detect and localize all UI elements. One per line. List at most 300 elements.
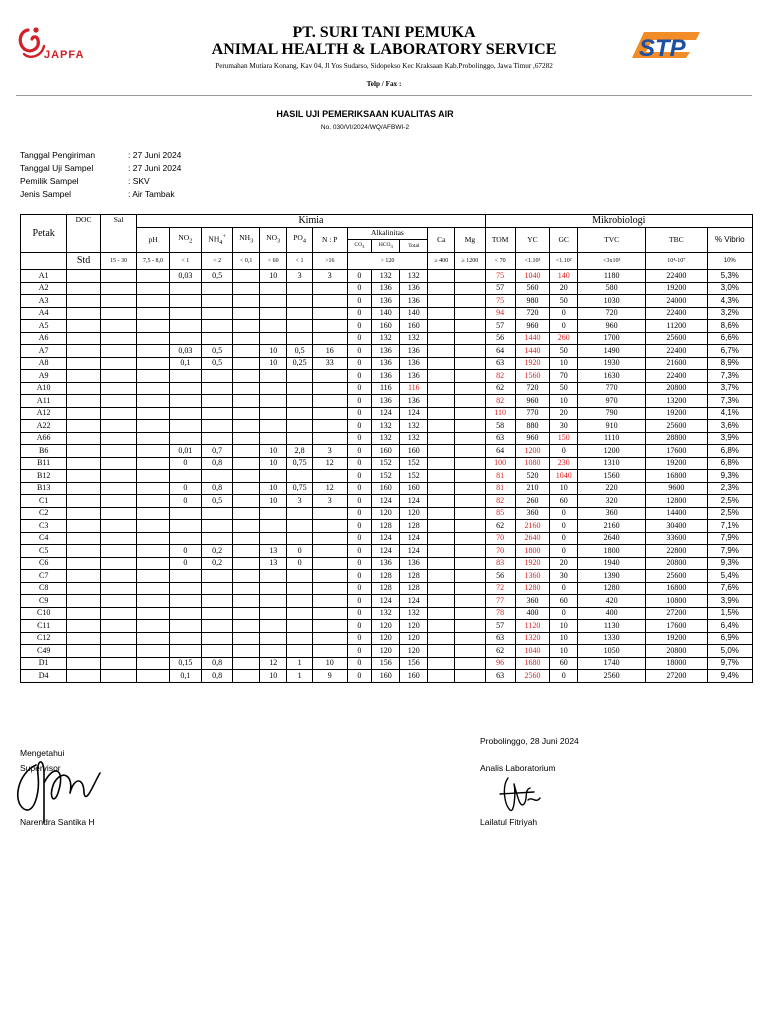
cell-petak: A1 [21, 270, 67, 283]
cell-no2: 0 [169, 495, 201, 508]
cell-hco3: 140 [372, 307, 400, 320]
cell-petak: D1 [21, 657, 67, 670]
cell-gc: 0 [550, 507, 578, 520]
cell-ph [137, 595, 169, 608]
cell-no2 [169, 332, 201, 345]
cell-po4 [287, 282, 313, 295]
cell-tom: 75 [485, 270, 515, 283]
cell-no2 [169, 570, 201, 583]
cell-nh4: 0,8 [202, 657, 233, 670]
cell-tom: 83 [485, 557, 515, 570]
signature-analyst [480, 736, 700, 826]
header-divider [16, 95, 752, 96]
cell-ph [137, 632, 169, 645]
cell-hco3: 136 [372, 357, 400, 370]
cell-total: 136 [400, 395, 428, 408]
cell-ph [137, 570, 169, 583]
cell-tbc: 19200 [646, 632, 707, 645]
cell-sal [100, 620, 137, 633]
cell-petak: C5 [21, 545, 67, 558]
cell-sal [100, 270, 137, 283]
cell-no3 [260, 370, 287, 383]
cell-tvc: 2160 [578, 520, 646, 533]
cell-doc [67, 307, 100, 320]
cell-total: 128 [400, 570, 428, 583]
cell-tom: 81 [485, 482, 515, 495]
cell-tbc: 24000 [646, 295, 707, 308]
cell-gc: 260 [550, 332, 578, 345]
cell-total: 120 [400, 645, 428, 658]
cell-total: 120 [400, 507, 428, 520]
cell-po4: 0,75 [287, 482, 313, 495]
cell-tbc: 16800 [646, 470, 707, 483]
cell-po4 [287, 520, 313, 533]
info-row [20, 188, 181, 201]
std-empty [21, 253, 67, 270]
cell-doc [67, 607, 100, 620]
cell-np [313, 557, 347, 570]
cell-nh4: 0,2 [202, 545, 233, 558]
cell-yc: 980 [515, 295, 549, 308]
cell-nh4 [202, 532, 233, 545]
cell-po4 [287, 432, 313, 445]
cell-sal [100, 582, 137, 595]
cell-doc [67, 357, 100, 370]
cell-total: 136 [400, 345, 428, 358]
table-row [21, 557, 753, 570]
cell-ph [137, 520, 169, 533]
std-ph: 7,5 - 8,0 [137, 253, 169, 270]
cell-no3: 10 [260, 345, 287, 358]
info-row [20, 149, 181, 162]
document-title: HASIL UJI PEMERIKSAAN KUALITAS AIR [276, 109, 454, 119]
cell-nh4 [202, 282, 233, 295]
cell-total: 124 [400, 532, 428, 545]
cell-ph [137, 332, 169, 345]
cell-nh4 [202, 370, 233, 383]
info-label: Pemilik Sampel [20, 176, 79, 186]
cell-no2 [169, 320, 201, 333]
cell-po4 [287, 607, 313, 620]
cell-total: 160 [400, 670, 428, 683]
cell-tom: 56 [485, 570, 515, 583]
table-row [21, 620, 753, 633]
cell-no3 [260, 532, 287, 545]
cell-gc: 0 [550, 320, 578, 333]
cell-ph [137, 670, 169, 683]
table-row [21, 357, 753, 370]
cell-tbc: 22800 [646, 545, 707, 558]
info-label: Tanggal Pengiriman [20, 150, 96, 160]
cell-nh4: 0,5 [202, 495, 233, 508]
cell-no2: 0 [169, 482, 201, 495]
cell-sal [100, 595, 137, 608]
table-row [21, 495, 753, 508]
cell-po4 [287, 332, 313, 345]
cell-ph [137, 282, 169, 295]
cell-nh4 [202, 420, 233, 433]
cell-ph [137, 370, 169, 383]
cell-doc [67, 620, 100, 633]
cell-ph [137, 432, 169, 445]
cell-tvc: 770 [578, 382, 646, 395]
cell-gc: 50 [550, 295, 578, 308]
cell-tvc: 720 [578, 307, 646, 320]
cell-doc [67, 270, 100, 283]
cell-hco3: 160 [372, 320, 400, 333]
cell-doc [67, 582, 100, 595]
cell-no2 [169, 395, 201, 408]
table-row [21, 332, 753, 345]
cell-doc [67, 557, 100, 570]
cell-petak: A6 [21, 332, 67, 345]
cell-tvc: 1310 [578, 457, 646, 470]
cell-tvc: 360 [578, 507, 646, 520]
cell-np: 3 [313, 270, 347, 283]
cell-yc: 1120 [515, 620, 549, 633]
cell-doc [67, 507, 100, 520]
cell-nh4 [202, 507, 233, 520]
cell-nh4 [202, 320, 233, 333]
cell-petak: C11 [21, 620, 67, 633]
cell-petak: A12 [21, 407, 67, 420]
cell-gc: 50 [550, 382, 578, 395]
cell-tom: 63 [485, 670, 515, 683]
table-row [21, 420, 753, 433]
cell-sal [100, 607, 137, 620]
info-value: : SKV [128, 176, 150, 186]
cell-doc [67, 670, 100, 683]
cell-ca [428, 645, 455, 658]
cell-no2 [169, 632, 201, 645]
cell-doc [67, 645, 100, 658]
cell-mg [455, 607, 485, 620]
cell-petak: B13 [21, 482, 67, 495]
cell-yc: 1040 [515, 645, 549, 658]
cell-ca [428, 532, 455, 545]
cell-doc [67, 532, 100, 545]
cell-tbc: 22400 [646, 307, 707, 320]
cell-sal [100, 282, 137, 295]
col-header-gc: GC [550, 227, 578, 253]
cell-total: 140 [400, 307, 428, 320]
cell-nh4 [202, 607, 233, 620]
cell-no3 [260, 382, 287, 395]
cell-vibrio: 7,6% [707, 582, 752, 595]
cell-vibrio: 7,3% [707, 395, 752, 408]
cell-nh3 [233, 595, 260, 608]
cell-nh3 [233, 670, 260, 683]
cell-ca [428, 507, 455, 520]
cell-co3: 0 [347, 345, 372, 358]
cell-np [313, 545, 347, 558]
cell-ph [137, 507, 169, 520]
col-header-doc: DOC [67, 215, 100, 253]
table-row [21, 645, 753, 658]
cell-tom: 64 [485, 345, 515, 358]
cell-ph [137, 607, 169, 620]
cell-gc: 30 [550, 570, 578, 583]
cell-no2 [169, 532, 201, 545]
cell-no3 [260, 570, 287, 583]
cell-no2 [169, 520, 201, 533]
cell-tom: 77 [485, 595, 515, 608]
water-quality-table [20, 214, 753, 683]
analyst-role: Analis Laboratorium [480, 763, 556, 773]
cell-tvc: 2560 [578, 670, 646, 683]
cell-petak: B12 [21, 470, 67, 483]
cell-doc [67, 457, 100, 470]
cell-co3: 0 [347, 595, 372, 608]
info-row [20, 162, 181, 175]
cell-co3: 0 [347, 507, 372, 520]
cell-mg [455, 582, 485, 595]
cell-no3 [260, 432, 287, 445]
cell-yc: 1800 [515, 545, 549, 558]
cell-doc [67, 332, 100, 345]
cell-gc: 1040 [550, 470, 578, 483]
cell-mg [455, 482, 485, 495]
cell-nh3 [233, 382, 260, 395]
cell-vibrio: 5,0% [707, 645, 752, 658]
cell-mg [455, 332, 485, 345]
cell-nh3 [233, 620, 260, 633]
supervisor-role-line2: Supervisor [20, 763, 61, 773]
cell-ph [137, 482, 169, 495]
cell-tbc: 19200 [646, 457, 707, 470]
cell-co3: 0 [347, 445, 372, 458]
svg-text:STP: STP [639, 35, 686, 62]
cell-po4: 0,75 [287, 457, 313, 470]
cell-yc: 1440 [515, 345, 549, 358]
cell-mg [455, 370, 485, 383]
table-row [21, 345, 753, 358]
cell-hco3: 124 [372, 407, 400, 420]
std-tom: < 70 [485, 253, 515, 270]
cell-vibrio: 3,9% [707, 595, 752, 608]
std-no3: < 60 [260, 253, 287, 270]
cell-np [313, 632, 347, 645]
cell-po4: 1 [287, 670, 313, 683]
cell-np [313, 295, 347, 308]
cell-total: 132 [400, 332, 428, 345]
cell-doc [67, 420, 100, 433]
cell-tom: 110 [485, 407, 515, 420]
cell-nh4: 0,7 [202, 445, 233, 458]
cell-yc: 960 [515, 395, 549, 408]
cell-nh3 [233, 545, 260, 558]
cell-ph [137, 395, 169, 408]
cell-mg [455, 470, 485, 483]
cell-ca [428, 270, 455, 283]
cell-tvc: 1930 [578, 357, 646, 370]
cell-vibrio: 3,0% [707, 282, 752, 295]
cell-np [313, 582, 347, 595]
cell-hco3: 124 [372, 532, 400, 545]
cell-doc [67, 570, 100, 583]
cell-tom: 78 [485, 607, 515, 620]
cell-tvc: 1700 [578, 332, 646, 345]
cell-nh3 [233, 295, 260, 308]
cell-tom: 100 [485, 457, 515, 470]
cell-tom: 62 [485, 520, 515, 533]
cell-nh4: 0,8 [202, 670, 233, 683]
cell-gc: 10 [550, 357, 578, 370]
cell-tvc: 1800 [578, 545, 646, 558]
cell-po4 [287, 570, 313, 583]
cell-sal [100, 495, 137, 508]
cell-nh3 [233, 607, 260, 620]
cell-sal [100, 345, 137, 358]
cell-petak: C7 [21, 570, 67, 583]
cell-ca [428, 320, 455, 333]
cell-po4 [287, 295, 313, 308]
cell-tom: 62 [485, 382, 515, 395]
cell-vibrio: 2,5% [707, 507, 752, 520]
cell-hco3: 160 [372, 670, 400, 683]
cell-tbc: 20800 [646, 557, 707, 570]
table-body [21, 270, 753, 683]
cell-po4: 1 [287, 657, 313, 670]
cell-tbc: 10800 [646, 595, 707, 608]
cell-sal [100, 632, 137, 645]
cell-petak: C9 [21, 595, 67, 608]
cell-no2: 0,03 [169, 345, 201, 358]
cell-co3: 0 [347, 382, 372, 395]
cell-petak: A5 [21, 320, 67, 333]
cell-no2 [169, 420, 201, 433]
cell-sal [100, 420, 137, 433]
cell-petak: A8 [21, 357, 67, 370]
cell-gc: 0 [550, 520, 578, 533]
cell-ca [428, 282, 455, 295]
cell-total: 124 [400, 595, 428, 608]
cell-tvc: 420 [578, 595, 646, 608]
cell-tom: 56 [485, 332, 515, 345]
standard-row [21, 253, 753, 270]
cell-tbc: 19200 [646, 407, 707, 420]
cell-po4: 0 [287, 557, 313, 570]
cell-sal [100, 382, 137, 395]
cell-tbc: 22400 [646, 345, 707, 358]
col-header-alkalinitas: Alkalinitas [347, 227, 428, 240]
cell-doc [67, 282, 100, 295]
cell-total: 132 [400, 270, 428, 283]
cell-np [313, 282, 347, 295]
std-sal: 15 - 30 [100, 253, 137, 270]
cell-np: 3 [313, 495, 347, 508]
cell-hco3: 160 [372, 482, 400, 495]
cell-po4 [287, 645, 313, 658]
col-header-yc: YC [515, 227, 549, 253]
cell-vibrio: 1,5% [707, 607, 752, 620]
cell-co3: 0 [347, 482, 372, 495]
cell-hco3: 132 [372, 270, 400, 283]
cell-no2 [169, 295, 201, 308]
cell-np [313, 370, 347, 383]
cell-tvc: 1560 [578, 470, 646, 483]
cell-vibrio: 6,6% [707, 332, 752, 345]
table-row [21, 470, 753, 483]
cell-gc: 0 [550, 607, 578, 620]
cell-vibrio: 7,3% [707, 370, 752, 383]
cell-tvc: 1130 [578, 620, 646, 633]
cell-yc: 1280 [515, 582, 549, 595]
cell-gc: 10 [550, 632, 578, 645]
cell-ca [428, 557, 455, 570]
cell-doc [67, 345, 100, 358]
cell-tbc: 25600 [646, 570, 707, 583]
cell-np [313, 420, 347, 433]
cell-mg [455, 295, 485, 308]
cell-total: 136 [400, 357, 428, 370]
cell-total: 132 [400, 607, 428, 620]
cell-petak: C6 [21, 557, 67, 570]
supervisor-signature [14, 753, 114, 825]
cell-total: 116 [400, 382, 428, 395]
cell-nh4 [202, 307, 233, 320]
cell-no3 [260, 395, 287, 408]
cell-gc: 0 [550, 670, 578, 683]
cell-tom: 72 [485, 582, 515, 595]
cell-ph [137, 270, 169, 283]
cell-mg [455, 532, 485, 545]
cell-doc [67, 320, 100, 333]
info-value: : 27 Juni 2024 [128, 150, 182, 160]
cell-mg [455, 432, 485, 445]
cell-co3: 0 [347, 495, 372, 508]
cell-co3: 0 [347, 632, 372, 645]
table-row [21, 545, 753, 558]
cell-gc: 10 [550, 620, 578, 633]
cell-vibrio: 5,4% [707, 570, 752, 583]
cell-tvc: 1200 [578, 445, 646, 458]
sample-info [20, 149, 181, 201]
cell-no2 [169, 407, 201, 420]
cell-nh4 [202, 645, 233, 658]
cell-hco3: 120 [372, 645, 400, 658]
info-value: : Air Tambak [128, 189, 175, 199]
cell-tom: 81 [485, 470, 515, 483]
cell-co3: 0 [347, 545, 372, 558]
cell-hco3: 128 [372, 570, 400, 583]
cell-tbc: 28800 [646, 432, 707, 445]
table-row [21, 520, 753, 533]
cell-sal [100, 657, 137, 670]
cell-sal [100, 295, 137, 308]
cell-tbc: 20800 [646, 645, 707, 658]
cell-nh3 [233, 370, 260, 383]
col-header-mg: Mg [455, 227, 485, 253]
cell-po4: 0,25 [287, 357, 313, 370]
cell-total: 120 [400, 632, 428, 645]
cell-hco3: 132 [372, 332, 400, 345]
cell-tvc: 910 [578, 420, 646, 433]
cell-gc: 150 [550, 432, 578, 445]
cell-total: 124 [400, 545, 428, 558]
cell-mg [455, 632, 485, 645]
company-address: Perumahan Mutiara Konang, Kav 04, Jl Yos Sudarso, Sidopekso Kec Kraksaan Kab.Probolinggo, Jawa Timur ,67282 [215, 62, 553, 70]
cell-ph [137, 382, 169, 395]
cell-tvc: 1180 [578, 270, 646, 283]
col-header-po4: $PO_4$ [287, 227, 313, 253]
cell-ca [428, 295, 455, 308]
cell-vibrio: 9,3% [707, 470, 752, 483]
cell-no2 [169, 595, 201, 608]
cell-total: 156 [400, 657, 428, 670]
cell-nh3 [233, 445, 260, 458]
cell-nh3 [233, 270, 260, 283]
